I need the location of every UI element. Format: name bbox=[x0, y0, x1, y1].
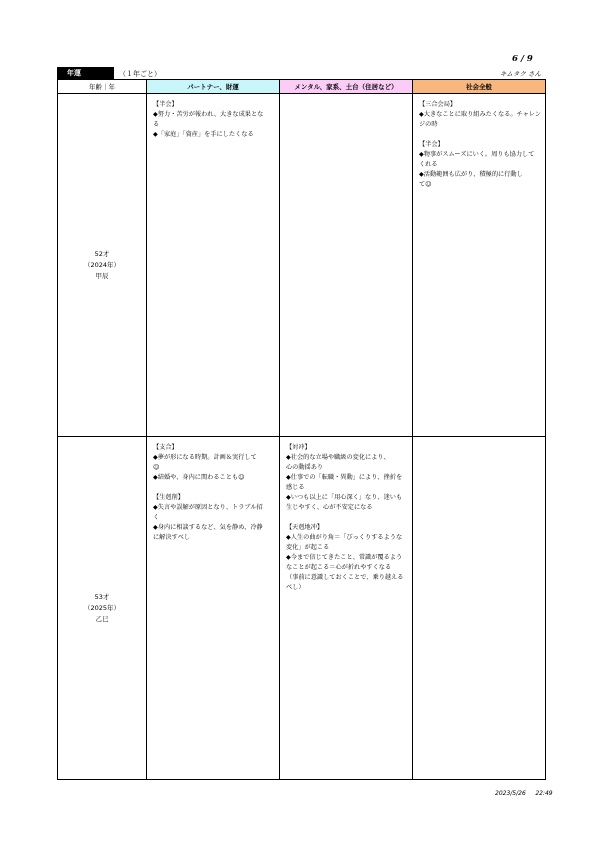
cell-line: 【支合】 bbox=[153, 444, 178, 451]
cell-line: 【生剋削】 bbox=[153, 494, 184, 501]
cell-line: ◆今まで信じてきたこと、常識が覆るよう bbox=[286, 554, 403, 561]
cell-col1 bbox=[147, 437, 280, 780]
page-number: 6 / 9 bbox=[512, 54, 533, 64]
cell-line: ジの時 bbox=[419, 121, 438, 128]
cell-line: に解決すべし bbox=[153, 534, 191, 541]
cell-line: ◆身内に相談するなど、気を静め、冷静 bbox=[153, 524, 263, 531]
cell-col2 bbox=[280, 437, 413, 780]
cell-line: ◆夢が形になる時期。計画＆実行して bbox=[153, 454, 257, 461]
header-partner-wealth: パートナー、財運 bbox=[147, 80, 280, 94]
cell-line: くれる bbox=[419, 161, 438, 168]
cell-line: なことが起こる＝心が折れやすくなる bbox=[286, 564, 392, 571]
cell-line: 【三合会局】 bbox=[419, 101, 457, 108]
cell-col2 bbox=[280, 94, 413, 437]
age-year-cell bbox=[58, 437, 147, 780]
age-kanshi: 乙巳 bbox=[95, 614, 109, 623]
age-year: （2024年） bbox=[83, 260, 121, 269]
table-row bbox=[58, 437, 546, 780]
cell-line: ◆失言や誤解が原因となり、トラブル招 bbox=[153, 504, 263, 511]
cell-line: ◆大きなことに取り組みたくなる。チャレン bbox=[419, 111, 541, 118]
footer-time: 22:49 bbox=[535, 790, 553, 797]
cell-line: 生じやすく、心が不安定になる bbox=[286, 504, 373, 511]
fortune-table bbox=[57, 79, 546, 780]
age-age: 52才 bbox=[94, 249, 110, 258]
cell-line: ◆努力・苦労が報われ、大きな成果とな bbox=[153, 111, 264, 118]
cell-line: ◆結婚や、身内に関わることも☺ bbox=[153, 474, 245, 481]
cell-line: 【対冲】 bbox=[286, 444, 311, 451]
footer-date: 2023/5/26 bbox=[495, 790, 526, 797]
cell-line: 【半会】 bbox=[419, 141, 444, 148]
header-society: 社会全般 bbox=[413, 80, 546, 94]
cell-line: ◆活動範囲も広がり、積極的に行動し bbox=[419, 171, 523, 178]
cell-line: ◆社会的な立場や職級の変化により、 bbox=[286, 454, 390, 461]
cell-line: ◆いつも以上に「用心深く」なり、迷いも bbox=[286, 494, 403, 501]
header-age-year: 年齢｜年 bbox=[58, 80, 147, 94]
cell-line: ◆物事がスムーズにいく。周りも協力して bbox=[419, 151, 535, 158]
cell-line: ☺ bbox=[153, 464, 160, 471]
cell-line: 感じる bbox=[286, 484, 305, 491]
cell-col3 bbox=[413, 437, 546, 780]
cell-col1 bbox=[147, 94, 280, 437]
cell-line: く bbox=[153, 514, 160, 521]
table-row bbox=[58, 94, 546, 437]
cell-line: （事前に意識しておくことで、乗り越える bbox=[286, 574, 404, 581]
section-subtitle: （１年ごと） bbox=[119, 70, 161, 78]
cell-line: 変化」が起こる bbox=[286, 544, 330, 551]
cell-line: べし） bbox=[286, 584, 305, 591]
cell-line: 【天剋地冲】 bbox=[286, 524, 324, 531]
cell-line: て☺ bbox=[419, 181, 432, 188]
cell-col3 bbox=[413, 94, 546, 437]
age-year: （2025年） bbox=[83, 603, 121, 612]
cell-line: ◆仕事での「転職・異動」により、挫折を bbox=[286, 474, 403, 481]
table-header-row bbox=[58, 80, 546, 94]
cell-line: 心の動揺あり bbox=[286, 464, 324, 471]
cell-line: ◆「家庭」「資産」を手にしたくなる bbox=[153, 131, 254, 138]
footer-timestamp bbox=[495, 790, 553, 797]
age-kanshi: 甲辰 bbox=[95, 271, 109, 280]
age-year-cell bbox=[58, 94, 147, 437]
cell-line: ◆人生の曲がり角＝「びっくりするような bbox=[286, 534, 403, 541]
header-mental-family: メンタル、家系、土台（住居など） bbox=[280, 80, 413, 94]
age-age: 53才 bbox=[94, 592, 110, 601]
section-title: 年運 bbox=[57, 67, 114, 79]
client-name: キムタク さん bbox=[500, 70, 542, 78]
cell-line: 【半会】 bbox=[153, 101, 178, 108]
cell-line: る bbox=[153, 121, 160, 128]
